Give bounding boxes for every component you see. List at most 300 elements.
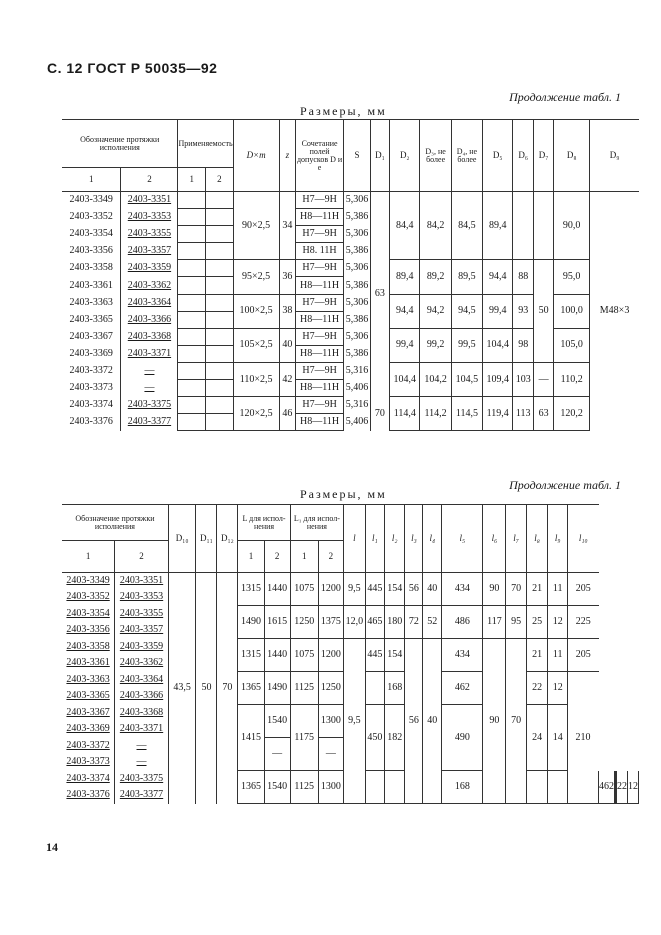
code1: 2403-3373 (69, 382, 113, 394)
table-row (62, 606, 639, 623)
header-s: S (344, 120, 371, 192)
d8-cell: 95,0 (554, 260, 590, 294)
code1: 2403-3363 (66, 673, 110, 685)
app1-cell (178, 243, 206, 260)
l3-cell: 56 (405, 639, 423, 804)
l8-cell: 22 (526, 672, 547, 705)
s-cell: 5,306 (344, 328, 371, 345)
l8-cell: 21 (526, 573, 547, 606)
code2: 2403-3368 (115, 705, 169, 722)
d6-cell: 88 (513, 260, 534, 294)
app1-cell (178, 362, 206, 379)
d6-cell: 98 (513, 328, 534, 362)
L2-cell: 1540 (264, 705, 290, 738)
L12-cell: 1250 (318, 672, 343, 705)
d3-cell: 89,2 (420, 260, 451, 294)
tolerance-cell: H8—11H (296, 311, 344, 328)
d5-cell: 94,4 (483, 260, 513, 294)
t2-header-L1sub1: 1 (290, 541, 318, 573)
code1: 2403-3367 (69, 330, 113, 342)
d3-cell: 114,2 (420, 397, 451, 431)
l10-cell: 205 (568, 573, 599, 606)
app1-cell (178, 345, 206, 362)
s-cell: 5,306 (344, 226, 371, 243)
d7-cell (534, 192, 554, 260)
d5-cell: 99,4 (483, 294, 513, 328)
app2-cell (206, 311, 234, 328)
l-cell: 12,0 (344, 606, 366, 639)
code1: 2403-3365 (66, 690, 110, 702)
table2-caption: Размеры, мм (300, 487, 387, 501)
L2-cell: 1440 (264, 639, 290, 672)
code1: 2403-3361 (69, 279, 113, 291)
code1: 2403-3363 (69, 296, 113, 308)
L12-cell: 1375 (318, 606, 343, 639)
app2-cell (206, 362, 234, 379)
d10-cell: 43,5 (168, 573, 196, 804)
code2: 2403-3362 (115, 655, 169, 672)
t2-header-l2: l₂ (385, 505, 405, 573)
table-row (62, 260, 639, 277)
tolerance-cell: H8—11H (296, 414, 344, 431)
d5-cell: 119,4 (483, 397, 513, 431)
header-d4: D₄, не более (451, 120, 482, 192)
t2-header-l4: l₄ (423, 505, 442, 573)
header-app1: 1 (178, 168, 206, 192)
L11-cell: 1125 (290, 672, 318, 705)
page-number: 14 (46, 840, 58, 854)
t2-header-designation: Обозначение протяжки исполнения (62, 505, 168, 541)
d6-cell: 113 (513, 397, 534, 431)
code2: 2403-3377 (121, 414, 178, 431)
code2: 2403-3366 (115, 688, 169, 705)
d6-cell (513, 192, 534, 260)
code2: 2403-3377 (115, 787, 169, 804)
L2-cell: 1540 (264, 771, 290, 804)
code1: 2403-3367 (66, 706, 110, 718)
t2-header-l1: l₁ (365, 505, 384, 573)
d4-cell: 94,5 (451, 294, 482, 328)
d3-cell: 94,2 (420, 294, 451, 328)
d8-cell: 110,2 (554, 362, 590, 396)
code2: 2403-3364 (115, 672, 169, 689)
header-app2: 2 (206, 168, 234, 192)
app2-cell (206, 209, 234, 226)
l1-cell: 445 (365, 639, 384, 672)
t2-header-l5: l₅ (442, 505, 483, 573)
code2: 2403-3351 (121, 192, 178, 209)
tolerance-cell: H8. 11H (296, 243, 344, 260)
d7-cell: — (534, 362, 554, 396)
L12-cell: 1300 (318, 705, 343, 738)
app1-cell (178, 414, 206, 431)
code2: 2403-3353 (115, 589, 169, 606)
L11-cell: 1175 (290, 705, 318, 771)
s-cell: 5,306 (344, 260, 371, 277)
s-cell: 5,386 (344, 209, 371, 226)
s-cell: 5,316 (344, 362, 371, 379)
l9-cell: 12 (628, 771, 639, 804)
l8-cell: 25 (526, 606, 547, 639)
table-row (62, 362, 639, 379)
L2-cell: — (264, 738, 290, 771)
code1: 2403-3358 (69, 262, 113, 274)
d3-cell: 84,2 (420, 192, 451, 260)
L1-cell: 1490 (238, 606, 264, 639)
table-row (62, 397, 639, 414)
d1-cell: 70 (370, 397, 389, 431)
header-d1: D₁ (370, 120, 389, 192)
code1: 2403-3374 (69, 399, 113, 411)
s-cell: 5,406 (344, 414, 371, 431)
s-cell: 5,386 (344, 345, 371, 362)
code2: 2403-3366 (121, 311, 178, 328)
l6-cell: 90 (483, 639, 506, 804)
code1: 2403-3373 (66, 756, 110, 768)
t2-header-L1: L₁ для испол-нения (290, 505, 343, 541)
l8-cell: 22 (617, 771, 628, 804)
l3-cell (526, 771, 547, 804)
d6-cell: 93 (513, 294, 534, 328)
l7-cell: 70 (506, 573, 527, 606)
dxm-cell: 95×2,5 (233, 260, 279, 294)
dxm-cell: 100×2,5 (233, 294, 279, 328)
header-d5: D₅ (483, 120, 513, 192)
l5-cell: 434 (442, 573, 483, 606)
l1-cell (385, 771, 405, 804)
t2-header-l7: l₇ (506, 505, 527, 573)
d1-cell: 63 (370, 192, 389, 397)
code2: — (115, 738, 169, 755)
tolerance-cell: H7—9H (296, 362, 344, 379)
code1: 2403-3349 (66, 575, 110, 586)
app1-cell (178, 380, 206, 397)
d5-cell: 109,4 (483, 362, 513, 396)
z-cell: 40 (279, 328, 296, 362)
l1-cell: 450 (365, 705, 384, 771)
z-cell: 46 (279, 397, 296, 431)
l2-cell: 182 (385, 705, 405, 771)
d5-cell: 104,4 (483, 328, 513, 362)
header-d7: D₇ (534, 120, 554, 192)
dxm-cell: 110×2,5 (233, 362, 279, 396)
z-cell: 42 (279, 362, 296, 396)
t2-header-L: L для испол-нения (238, 505, 290, 541)
t2-header-l8: l₈ (526, 505, 547, 573)
app1-cell (178, 209, 206, 226)
code2: — (121, 380, 178, 397)
z-cell: 34 (279, 192, 296, 260)
table1 (62, 119, 639, 431)
t2-header-l: l (344, 505, 366, 573)
code1: 2403-3374 (66, 772, 110, 784)
d6-cell: 103 (513, 362, 534, 396)
app2-cell (206, 294, 234, 311)
L1-cell: 1315 (238, 573, 264, 606)
d4-cell: 114,5 (451, 397, 482, 431)
header-d6: D₆ (513, 120, 534, 192)
dxm-cell: 120×2,5 (233, 397, 279, 431)
l2-cell: 168 (442, 771, 483, 804)
l7-cell: 95 (506, 606, 527, 639)
l8-cell: 24 (526, 705, 547, 771)
l4-cell: 40 (423, 573, 442, 606)
L12-cell: 1200 (318, 573, 343, 606)
d11-cell: 50 (196, 573, 217, 804)
header-sub1: 1 (62, 168, 121, 192)
tolerance-cell: H8—11H (296, 345, 344, 362)
header-applicability: Применяемость (178, 120, 233, 168)
code2: 2403-3371 (121, 345, 178, 362)
code2: 2403-3355 (121, 226, 178, 243)
L12-cell: — (318, 738, 343, 771)
app1-cell (178, 192, 206, 209)
header-z: z (279, 120, 296, 192)
l1-cell: 445 (365, 573, 384, 606)
d12-cell: 70 (217, 573, 238, 804)
l10-cell: 210 (568, 672, 599, 804)
l3-cell: 72 (405, 606, 423, 639)
l3-cell: 56 (405, 573, 423, 606)
d8-cell: 105,0 (554, 328, 590, 362)
code2: 2403-3364 (121, 294, 178, 311)
t2-header-sub2: 2 (115, 541, 169, 573)
d8-cell: 120,2 (554, 397, 590, 431)
d8-cell: 100,0 (554, 294, 590, 328)
app2-cell (206, 328, 234, 345)
header-d9: D₉ (590, 120, 639, 192)
app2-cell (206, 226, 234, 243)
code2: 2403-3368 (121, 328, 178, 345)
code1: 2403-3352 (69, 211, 113, 223)
d5-cell: 89,4 (483, 192, 513, 260)
app2-cell (206, 192, 234, 209)
l5-cell: 462 (442, 672, 483, 705)
l1-cell (365, 672, 384, 705)
L2-cell: 1615 (264, 606, 290, 639)
header-d8: D₈ (554, 120, 590, 192)
t2-header-d10: D₁₀ (168, 505, 196, 573)
z-cell: 36 (279, 260, 296, 294)
l5-cell: 490 (442, 705, 483, 771)
code1: 2403-3356 (66, 624, 110, 636)
l1-cell: 465 (365, 606, 384, 639)
l4-cell: 52 (423, 606, 442, 639)
t2-header-d12: D₁₂ (217, 505, 238, 573)
code2: 2403-3371 (115, 721, 169, 738)
L11-cell: 1250 (290, 606, 318, 639)
s-cell: 5,386 (344, 277, 371, 294)
app2-cell (206, 277, 234, 294)
header-tolerance: Сочетание полей допусков D и e (296, 120, 344, 192)
tolerance-cell: H7—9H (296, 192, 344, 209)
tolerance-cell: H7—9H (296, 294, 344, 311)
l5-cell: 462 (599, 771, 615, 804)
L12-cell: 1200 (318, 639, 343, 672)
code2: 2403-3359 (115, 639, 169, 656)
app2-cell (206, 260, 234, 277)
app1-cell (178, 277, 206, 294)
L12-cell: 1300 (318, 771, 343, 804)
t2-header-L1sub2: 2 (318, 541, 343, 573)
table2-continuation: Продолжение табл. 1 (509, 478, 621, 492)
s-cell: 5,306 (344, 294, 371, 311)
d8-cell: 90,0 (554, 192, 590, 260)
L1-cell: 1365 (238, 672, 264, 705)
tolerance-cell: H7—9H (296, 328, 344, 345)
l5-cell: 434 (442, 639, 483, 672)
l9-cell: 14 (548, 705, 568, 771)
d2-cell: 89,4 (390, 260, 420, 294)
app1-cell (178, 260, 206, 277)
app1-cell (178, 397, 206, 414)
code1: 2403-3354 (66, 607, 110, 619)
code2: 2403-3357 (121, 243, 178, 260)
l2-cell: 180 (385, 606, 405, 639)
d2-cell: 94,4 (390, 294, 420, 328)
d3-cell: 104,2 (420, 362, 451, 396)
t2-header-l9: l₉ (548, 505, 568, 573)
l10-cell: 205 (568, 639, 599, 672)
t2-header-d11: D₁₁ (196, 505, 217, 573)
tolerance-cell: H8—11H (296, 380, 344, 397)
t2-header-Lsub2: 2 (264, 541, 290, 573)
s-cell: 5,406 (344, 380, 371, 397)
header-dxm: D×m (233, 120, 279, 192)
d2-cell: 104,4 (390, 362, 420, 396)
app2-cell (206, 397, 234, 414)
tolerance-cell: H8—11H (296, 209, 344, 226)
d2-cell: 99,4 (390, 328, 420, 362)
code1: 2403-3349 (69, 194, 113, 206)
l8-cell: 21 (526, 639, 547, 672)
L1-cell: 1315 (238, 639, 264, 672)
code2: 2403-3375 (115, 771, 169, 788)
dxm-cell: 90×2,5 (233, 192, 279, 260)
header-sub2: 2 (121, 168, 178, 192)
tolerance-cell: H7—9H (296, 226, 344, 243)
code1: 2403-3372 (66, 739, 110, 751)
t2-header-sub1: 1 (62, 541, 115, 573)
l9-cell: 12 (548, 606, 568, 639)
t2-header-Lsub1: 1 (238, 541, 264, 573)
table-row (62, 573, 639, 590)
L11-cell: 1075 (290, 573, 318, 606)
d9-cell: M48×3 (590, 192, 639, 431)
code2: 2403-3375 (121, 397, 178, 414)
table1-continuation: Продолжение табл. 1 (509, 90, 621, 104)
s-cell: 5,386 (344, 311, 371, 328)
app2-cell (206, 345, 234, 362)
s-cell: 5,386 (344, 243, 371, 260)
code1: 2403-3376 (66, 789, 110, 801)
d3-cell: 99,2 (420, 328, 451, 362)
d7-cell: 50 (534, 260, 554, 363)
app2-cell (206, 243, 234, 260)
code1: 2403-3356 (69, 245, 113, 257)
code1: 2403-3369 (66, 723, 110, 735)
t2-header-l6: l₆ (483, 505, 506, 573)
table1-caption: Размеры, мм (300, 104, 387, 118)
d7-cell: 63 (534, 397, 554, 431)
code1: 2403-3361 (66, 657, 110, 669)
code1: 2403-3376 (69, 416, 113, 428)
code1: 2403-3358 (66, 640, 110, 652)
app1-cell (178, 294, 206, 311)
l-cell: 9,5 (344, 639, 366, 804)
code1: 2403-3352 (66, 591, 110, 603)
app1-cell (178, 226, 206, 243)
l7-cell: 70 (506, 639, 527, 804)
tolerance-cell: H7—9H (296, 260, 344, 277)
l-cell: 9,5 (344, 573, 366, 606)
code1: 2403-3372 (69, 364, 113, 376)
l10-cell: 225 (568, 606, 599, 639)
z-cell: 38 (279, 294, 296, 328)
dxm-cell: 105×2,5 (233, 328, 279, 362)
header-d3: D₃, не более (420, 120, 451, 192)
d4-cell: 89,5 (451, 260, 482, 294)
code2: 2403-3362 (121, 277, 178, 294)
L11-cell: 1075 (290, 639, 318, 672)
L11-cell: 1125 (290, 771, 318, 804)
app2-cell (206, 380, 234, 397)
l2-cell: 154 (385, 573, 405, 606)
l9-cell: 11 (548, 573, 568, 606)
d4-cell: 84,5 (451, 192, 482, 260)
d2-cell: 114,4 (390, 397, 420, 431)
L1-cell: 1365 (238, 771, 264, 804)
t2-header-l3: l₃ (405, 505, 423, 573)
code2: 2403-3351 (115, 573, 169, 590)
l9-cell: 11 (548, 639, 568, 672)
table-row (62, 192, 639, 209)
l6-cell: 117 (483, 606, 506, 639)
s-cell: 5,306 (344, 192, 371, 209)
s-cell: 5,316 (344, 397, 371, 414)
code2: 2403-3355 (115, 606, 169, 623)
d2-cell: 84,4 (390, 192, 420, 260)
app2-cell (206, 414, 234, 431)
page-header: С. 12 ГОСТ Р 50035—92 (47, 60, 218, 76)
table-row (62, 639, 639, 656)
app1-cell (178, 328, 206, 345)
l4-cell (548, 771, 568, 804)
tolerance-cell: H8—11H (296, 277, 344, 294)
l2-cell: 154 (385, 639, 405, 672)
code2: — (115, 754, 169, 771)
L2-cell: 1440 (264, 573, 290, 606)
l-cell (365, 771, 384, 804)
l9-cell: 12 (548, 672, 568, 705)
code1: 2403-3354 (69, 228, 113, 240)
tolerance-cell: H7—9H (296, 397, 344, 414)
d4-cell: 104,5 (451, 362, 482, 396)
header-designation: Обозначение протяжки исполнения (62, 120, 178, 168)
app1-cell (178, 311, 206, 328)
L2-cell: 1490 (264, 672, 290, 705)
code2: 2403-3359 (121, 260, 178, 277)
code2: 2403-3353 (121, 209, 178, 226)
t2-header-l10: l₁₀ (568, 505, 599, 573)
l6-cell: 90 (483, 573, 506, 606)
d4-cell: 99,5 (451, 328, 482, 362)
l4-cell: 40 (423, 639, 442, 804)
L1-cell: 1415 (238, 705, 264, 771)
l10-cell (639, 771, 640, 804)
l2-cell: 168 (385, 672, 405, 705)
table2 (62, 504, 639, 804)
